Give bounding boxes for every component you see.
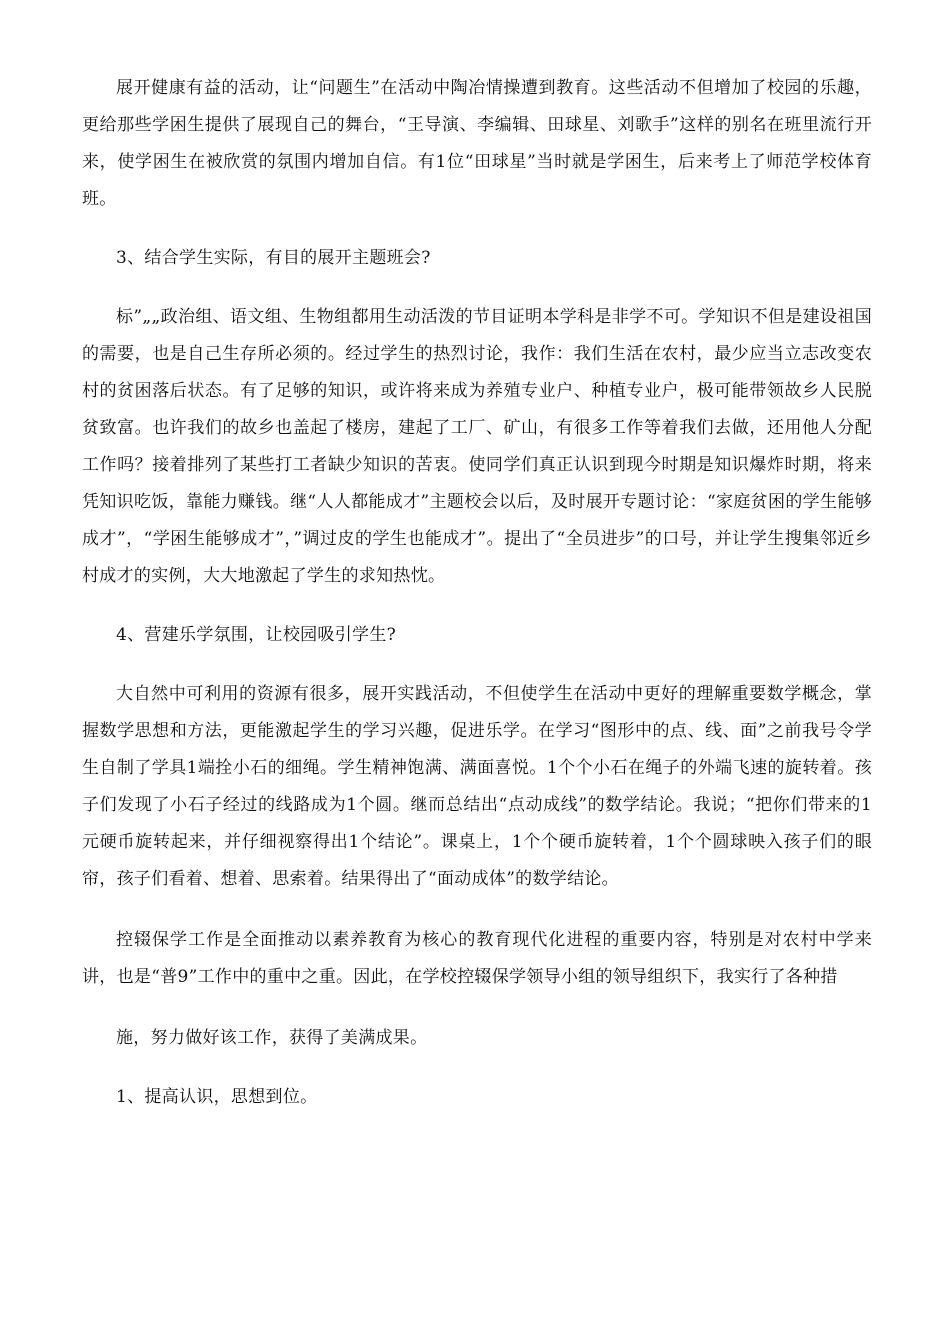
section-heading-3: 3、结合学生实际，有目的展开主题班会?: [116, 248, 431, 268]
paragraph-activities: 展开健康有益的活动，让“问题生”在活动中陶冶情操遭到教育。这些活动不但增加了校园的乐趣，更给那些学困生提供了展现自己的舞台，“王导演、李编辑、田球星、刘歌手”这样的别名在班里流行开来，使学困生在被欣赏的氛围内增加自信。有1位“田球星”当时就是学困生，后来考上了师范学校体育班。: [82, 78, 872, 209]
paragraph-dropout-control: 控辍保学工作是全面推动以素养教育为核心的教育现代化进程的重要内容，特别是对农村中学来讲，也是“普9”工作中的重中之重。因此，在学校控辍保学领导小组的领导组织下，我实行了各种措: [82, 930, 872, 987]
document-body: [82, 70, 872, 1116]
section-heading-4: 4、营建乐学氛围，让校园吸引学生?: [116, 625, 397, 645]
paragraph-measures: 施，努力做好该工作，获得了美满成果。: [116, 1028, 428, 1048]
section-heading-1: 1、提高认识，思想到位。: [116, 1087, 318, 1107]
paragraph-math-practice: 大自然中可利用的资源有很多，展开实践活动，不但使学生在活动中更好的理解重要数学概念，掌握数学思想和方法，更能激起学生的学习兴趣，促进乐学。在学习“图形中的点、线、面”之前我号令学生自制了学具1端拴小石的细绳。学生精神饱满、满面喜悦。1个个小石在绳子的外端飞速的旋转着。孩子们发现了小石子经过的线路成为1个圆。继而总结出“点动成线”的数学结论。我说；“把你们带来的1元硬币旋转起来，并仔细视察得出1个结论”。课桌上，1个个硬币旋转着，1个个圆球映入孩子们的眼帘，孩子们看着、想着、思索着。结果得出了“面动成体”的数学结论。: [82, 684, 872, 889]
paragraph-class-meeting: 标”„„政治组、语文组、生物组都用生动活泼的节目证明本学科是非学不可。学知识不但是建设祖国的需要，也是自己生存所必须的。经过学生的热烈讨论，我作：我们生活在农村，最少应当立志改变农村的贫困落后状态。有了足够的知识，或许将来成为养殖专业户、种植专业户，极可能带领故乡人民脱贫致富。也许我们的故乡也盖起了楼房，建起了工厂、矿山，有很多工作等着我们去做，还用他人分配工作吗？接着排列了某些打工者缺少知识的苦衷。使同学们真正认识到现今时期是知识爆炸时期，将来凭知识吃饭，靠能力赚钱。继“人人都能成才”主题校会以后，及时展开专题讨论：“家庭贫困的学生能够成才”，“学困生能够成才”，”调过皮的学生也能成才”。提出了“全员进步”的口号，并让学生搜集邻近乡村成才的实例，大大地激起了学生的求知热忱。: [82, 307, 872, 586]
